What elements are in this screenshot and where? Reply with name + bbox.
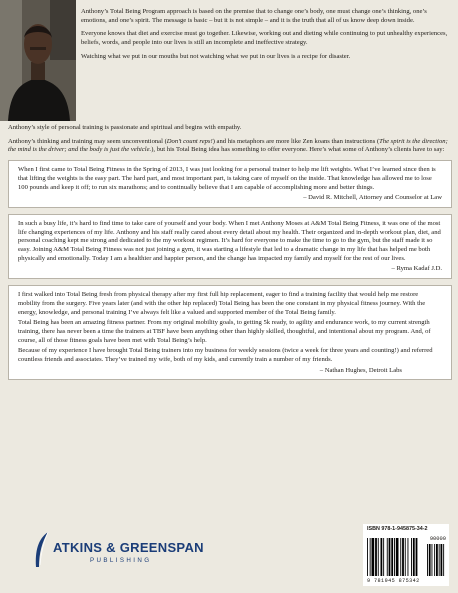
testimonial-attribution: – David R. Mitchell, Attorney and Counselor at Law <box>303 194 442 202</box>
publisher-logo <box>32 531 204 575</box>
publisher-subtitle: PUBLISHING <box>90 557 152 564</box>
style-paragraph: Anthony’s style of personal training is passionate and spiritual and begins with empathy. <box>8 124 242 131</box>
isbn-label: ISBN 978-1-945875-34-2 <box>367 526 428 532</box>
intro-paragraph-1: Anthony’s Total Being Program approach is based on the premise that to change one’s body, one must change one’s thinking, one’s emotions, and one’s spirit. The message is basic – but it is not simple – and it is the truth that all of us know deep down inside. <box>81 8 427 24</box>
testimonial-attribution: – Nathan Hughes, Detroit Labs <box>319 366 402 374</box>
author-photo-illustration <box>0 0 76 121</box>
quote-reps: Don’t count reps! <box>166 137 213 145</box>
quill-icon <box>32 531 52 571</box>
testimonial-text: Total Being has been an amazing fitness partner. From my original mobility goals, to getting 5k ready, to agility and endurance work, to my current strength training, there has never been a time the trainers at TBF have been anything other than highly skilled, thoughtful, and intentional about my program. And, of course, all of those fitness goals have been met with Total Being’s help. <box>18 319 431 344</box>
quote-spirit: The spirit is the direction; the mind is the driver; and the body is just the vehicle. <box>8 137 448 154</box>
barcode-digits: 9 781945 875342 <box>367 578 420 584</box>
testimonial-text: In such a busy life, it’s hard to find time to take care of yourself and your body. When I met Anthony Moses at A&M Total Being Fitness, it was one of the most life changing experiences of my life. Anthony and his staff really cared about every detail about my health. Their organized and in-depth workout plan, diet, and personal coaching kept me strong and dedicated to the my workout regimen. It’s hard for everyone to make the time to go to the gym, but the staff made it so easy. Joining A&M Total Being Fitness was not just joining a gym, it was starting a lifestyle that led to a dramatic change in my life that has helped me both physically and emotionally. Today I am a healthier and happier person, and the change has impacted my family and myself for the rest of our lives. <box>18 219 441 262</box>
testimonial-box-1 <box>8 160 452 208</box>
publisher-name: ATKINS & GREENSPAN <box>53 540 204 555</box>
author-photo <box>0 0 76 121</box>
price-code: 90000 <box>429 536 446 542</box>
intro-paragraph-2: Everyone knows that diet and exercise must go together. Likewise, working out and dieting while continuing to put unhealthy experiences, beliefs, words, and people into our lives is still an incomplete and ineffective strategy. <box>81 30 448 47</box>
main-text <box>8 124 452 386</box>
intro-paragraph-3: Watching what we put in our mouths but not watching what we put in our lives is a recipe for disaster. <box>81 52 351 60</box>
barcode-box <box>363 524 449 586</box>
barcode-graphic <box>363 536 449 576</box>
testimonial-text: I first walked into Total Being fresh from physical therapy after my first full hip replacement, eager to find a training facility that would help me restore mobility from the surgery. Five years later (and with the other hip replaced) Total Being has been the one constant in my physical fitness journey. With the energy, knowledge, and personal training I’ve always felt like a valued and supported member of the Total Being family. <box>18 291 426 316</box>
testimonial-text: When I first came to Total Being Fitness in the Spring of 2013, I was just looking for a personal trainer to help me lift weights. What I’ve learned since then is that lifting the weights is the easy part. The hard part, and most important part, is taking care of myself on the inside. That knowledge has allowed me to lose 100 pounds and keep it off; to run six marathons; and to continually believe that I am capable of accomplishing more and better things. <box>18 166 436 191</box>
testimonial-box-3 <box>8 285 452 380</box>
intro-section <box>81 8 451 67</box>
testimonial-box-2 <box>8 214 452 279</box>
thinking-paragraph: Anthony’s thinking and training may seem unconventional (Don’t count reps!) and his metaphors are more like Zen koans than instructions (The spirit is the direction; the mind is the driver; and the body is just the vehicle.), but his Total Being idea has something to offer everyone. Here’s what some of Anthony’s clients have to say: <box>8 137 448 154</box>
testimonial-text: Because of my experience I have brought Total Being trainers into my business for weekly sessions (twice a week for three years and counting!) and referred countless friends and associates. They’ve trained my wife, both of my kids, and currently train a number of my friends. <box>18 347 433 364</box>
testimonial-attribution: – Ryma Kadaf J.D. <box>391 265 442 273</box>
